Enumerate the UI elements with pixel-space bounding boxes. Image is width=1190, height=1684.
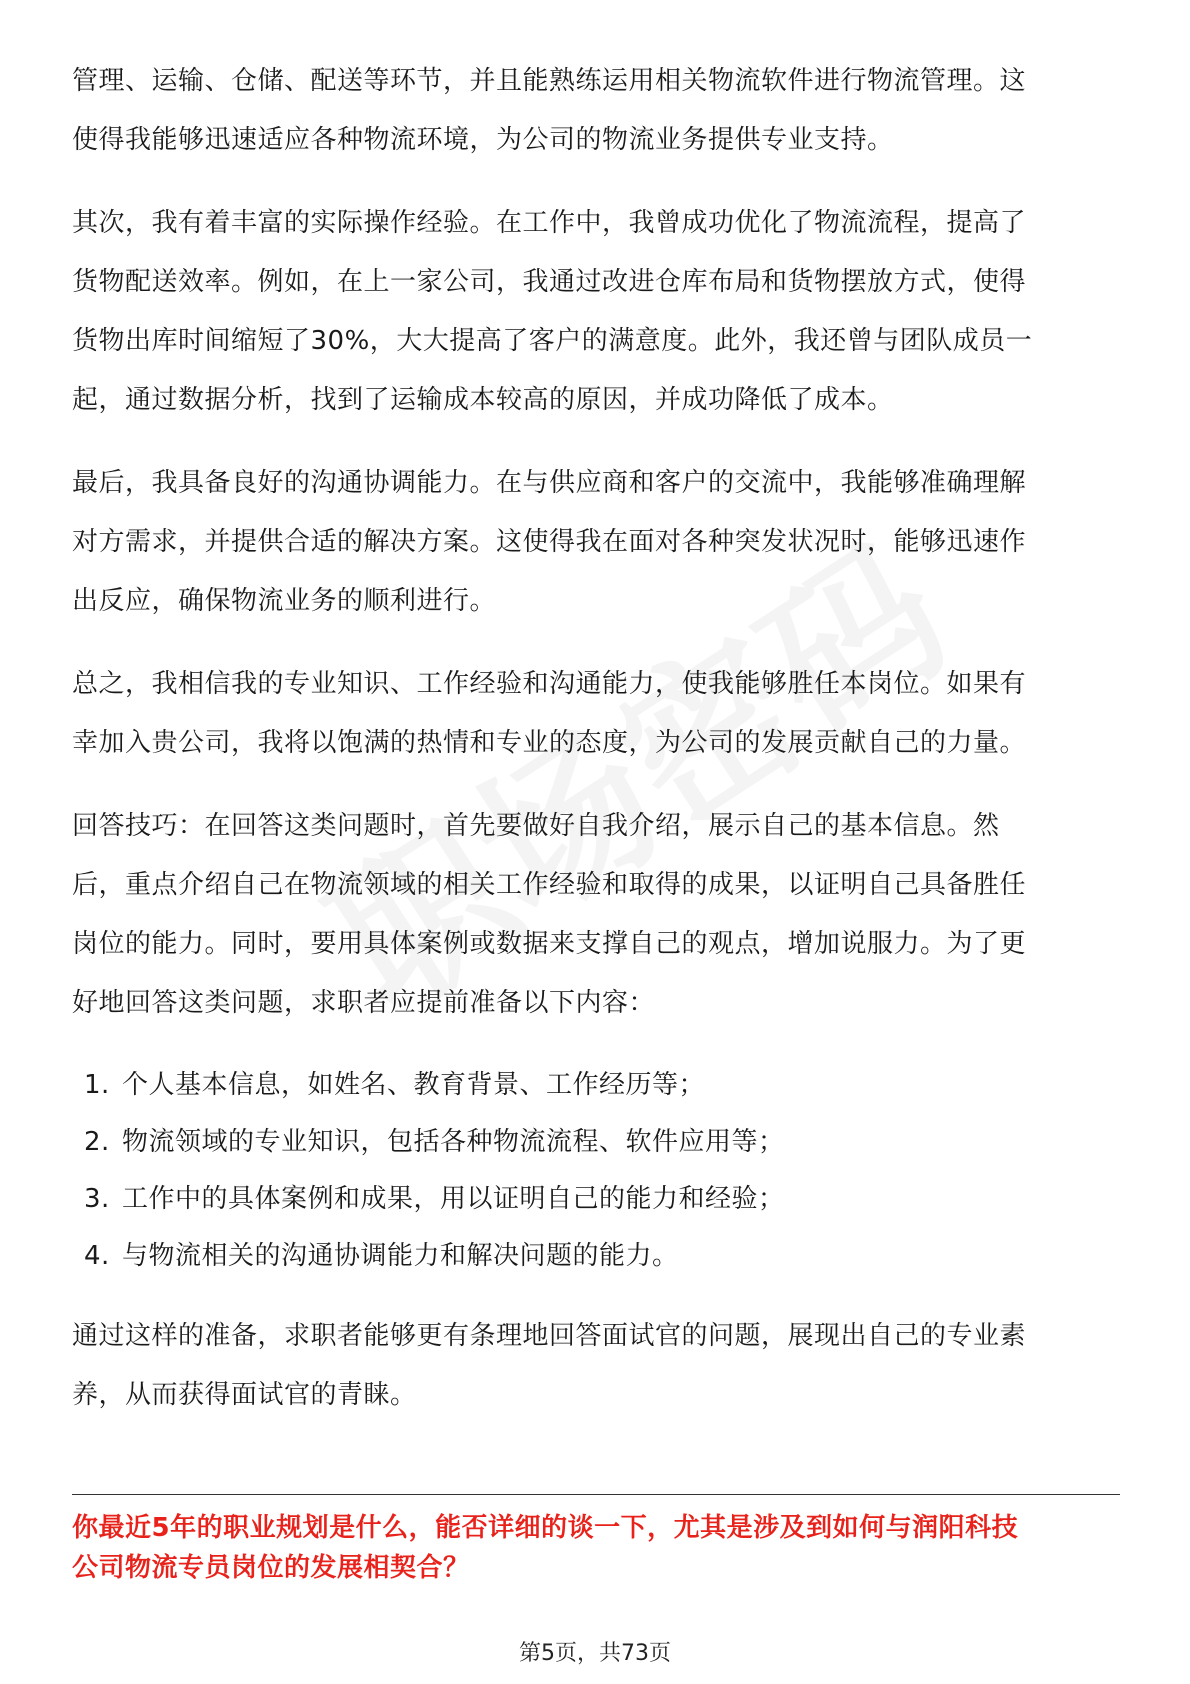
- list-number: 4.: [84, 1241, 110, 1271]
- list-item-text: 个人基本信息，如姓名、教育背景、工作经历等；: [122, 1070, 706, 1100]
- list-item: [72, 1114, 1120, 1171]
- text-line: 货物配送效率。例如，在上一家公司，我通过改进仓库布局和货物摆放方式，使得: [72, 267, 1027, 297]
- list-item-text: 与物流相关的沟通协调能力和解决问题的能力。: [122, 1241, 679, 1271]
- text-line: 好地回答这类问题，求职者应提前准备以下内容：: [72, 988, 656, 1018]
- interview-question: [72, 1508, 1120, 1588]
- text-line: 总之，我相信我的专业知识、工作经验和沟通能力，使我能够胜任本岗位。如果有: [72, 669, 1027, 699]
- preparation-list: [72, 1057, 1120, 1285]
- paragraph-communication: [72, 454, 1120, 631]
- text-line: 养，从而获得面试官的青睐。: [72, 1380, 417, 1410]
- list-item: [72, 1171, 1120, 1228]
- text-line: 起，通过数据分析，找到了运输成本较高的原因，并成功降低了成本。: [72, 385, 894, 415]
- list-number: 2.: [84, 1127, 110, 1157]
- text-line: 出反应，确保物流业务的顺利进行。: [72, 586, 497, 616]
- list-number: 3.: [84, 1184, 110, 1214]
- paragraph-summary: [72, 655, 1120, 773]
- page-number: 第5页，共73页: [519, 1641, 671, 1666]
- text-line: 最后，我具备良好的沟通协调能力。在与供应商和客户的交流中，我能够准确理解: [72, 468, 1027, 498]
- text-line: 幸加入贵公司，我将以饱满的热情和专业的态度，为公司的发展贡献自己的力量。: [72, 728, 1027, 758]
- text-line: 回答技巧：在回答这类问题时，首先要做好自我介绍，展示自己的基本信息。然: [72, 811, 1000, 841]
- list-item-text: 物流领域的专业知识，包括各种物流流程、软件应用等；: [122, 1127, 785, 1157]
- text-line: 其次，我有着丰富的实际操作经验。在工作中，我曾成功优化了物流流程，提高了: [72, 208, 1027, 238]
- paragraph-answer-tips: [72, 797, 1120, 1033]
- text-line: 货物出库时间缩短了30%，大大提高了客户的满意度。此外，我还曾与团队成员一: [72, 326, 1033, 356]
- paragraph-continued: [72, 52, 1120, 170]
- text-line: 通过这样的准备，求职者能够更有条理地回答面试官的问题，展现出自己的专业素: [72, 1321, 1027, 1351]
- list-number: 1.: [84, 1070, 110, 1100]
- text-line: 管理、运输、仓储、配送等环节，并且能熟练运用相关物流软件进行物流管理。这: [72, 66, 1027, 96]
- list-item: [72, 1057, 1120, 1114]
- text-line: 岗位的能力。同时，要用具体案例或数据来支撑自己的观点，增加说服力。为了更: [72, 929, 1027, 959]
- paragraph-experience: [72, 194, 1120, 430]
- list-item: [72, 1228, 1120, 1285]
- text-line: 使得我能够迅速适应各种物流环境，为公司的物流业务提供专业支持。: [72, 125, 894, 155]
- question-line: 你最近5年的职业规划是什么，能否详细的谈一下，尤其是涉及到如何与润阳科技: [72, 1513, 1019, 1543]
- text-line: 对方需求，并提供合适的解决方案。这使得我在面对各种突发状况时，能够迅速作: [72, 527, 1027, 557]
- list-item-text: 工作中的具体案例和成果，用以证明自己的能力和经验；: [122, 1184, 785, 1214]
- paragraph-closing: [72, 1307, 1120, 1425]
- section-divider: [72, 1494, 1120, 1495]
- question-line: 公司物流专员岗位的发展相契合？: [72, 1553, 470, 1583]
- text-line: 后，重点介绍自己在物流领域的相关工作经验和取得的成果，以证明自己具备胜任: [72, 870, 1027, 900]
- document-body: [72, 52, 1120, 1449]
